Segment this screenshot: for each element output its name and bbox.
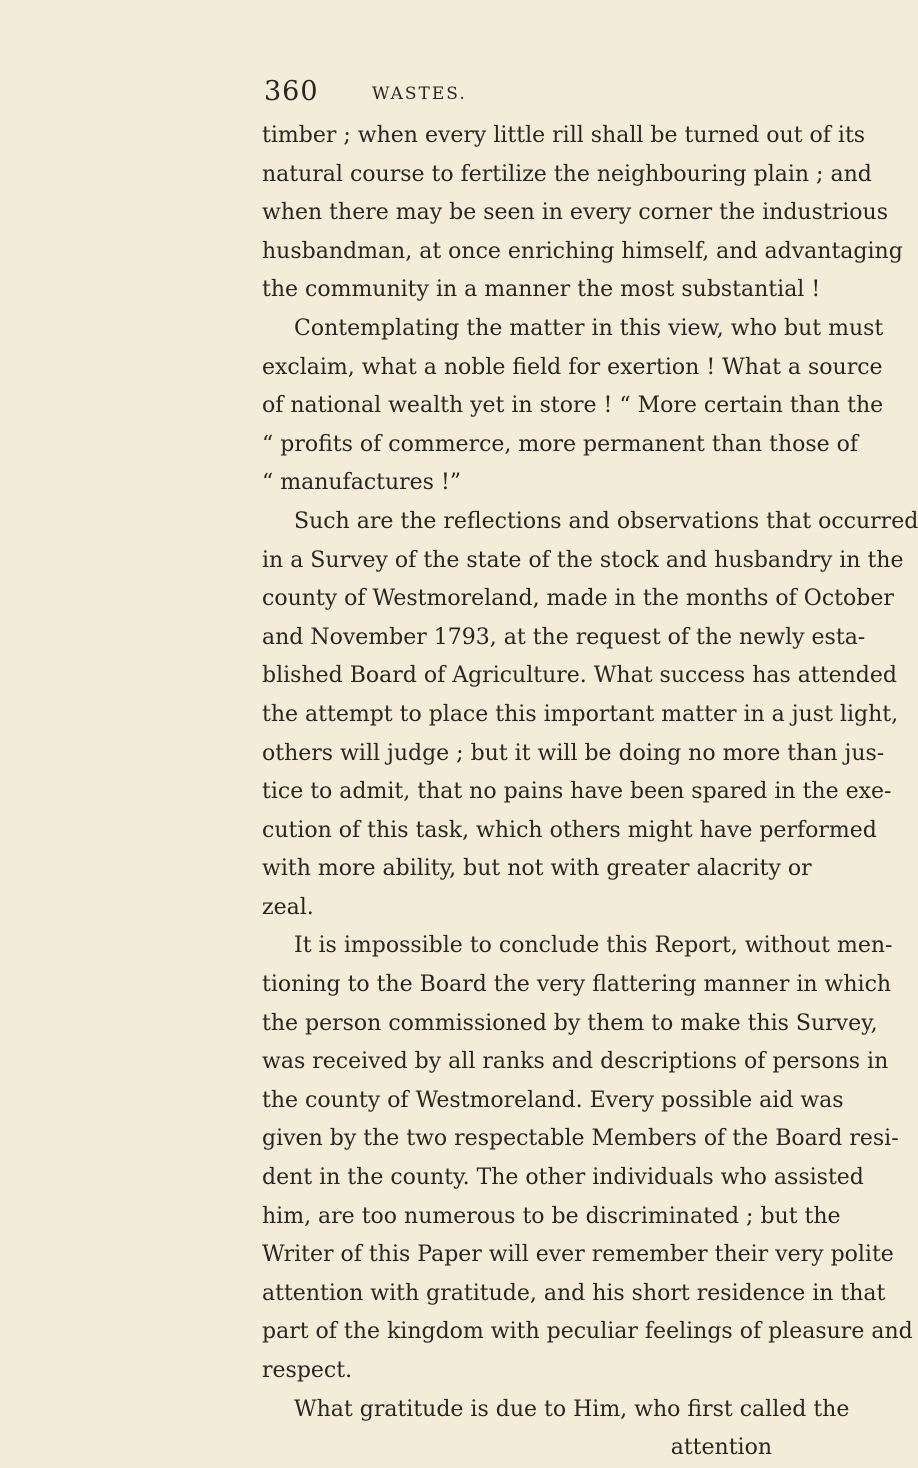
text-line: tice to admit, that no pains have been spared in the exe- bbox=[262, 779, 892, 805]
text-line: Writer of this Paper will ever remember their very polite bbox=[262, 1242, 894, 1268]
running-title: WASTES. bbox=[372, 84, 467, 104]
text-line: was received by all ranks and descriptions of persons in bbox=[262, 1049, 889, 1075]
catchword: attention bbox=[670, 1435, 772, 1461]
text-line: others will judge ; but it will be doing no more than jus- bbox=[262, 740, 885, 766]
text-line: the person commissioned by them to make this Survey, bbox=[262, 1010, 878, 1036]
text-line: tioning to the Board the very flattering manner in which bbox=[262, 972, 892, 998]
text-line: dent in the county. The other individuals who assisted bbox=[262, 1165, 864, 1191]
text-line: with more ability, but not with greater alacrity or bbox=[262, 856, 812, 882]
page-number: 360 bbox=[264, 76, 319, 107]
text-line: respect. bbox=[262, 1358, 353, 1383]
text-line: given by the two respectable Members of the Board resi- bbox=[262, 1126, 899, 1152]
text-line: “ profits of commerce, more permanent than those of bbox=[262, 431, 859, 457]
text-line: blished Board of Agriculture. What success has attended bbox=[262, 663, 897, 689]
text-line: the attempt to place this important matter in a just light, bbox=[262, 701, 899, 727]
text-line: What gratitude is due to Him, who first called the bbox=[294, 1396, 850, 1422]
page-header bbox=[0, 72, 800, 112]
text-line: husbandman, at once enriching himself, and advantaging bbox=[262, 238, 903, 264]
text-line: the county of Westmoreland. Every possible aid was bbox=[262, 1087, 844, 1113]
text-line: in a Survey of the state of the stock and husbandry in the bbox=[262, 547, 904, 573]
text-line: and November 1793, at the request of the newly esta- bbox=[262, 624, 866, 650]
text-line: him, are too numerous to be discriminated ; but the bbox=[262, 1203, 841, 1229]
text-line: attention with gratitude, and his short residence in that bbox=[262, 1280, 886, 1306]
text-line: county of Westmoreland, made in the months of October bbox=[262, 586, 894, 612]
body-text bbox=[262, 117, 918, 1468]
text-line: of national wealth yet in store ! “ More certain than the bbox=[262, 393, 884, 419]
text-line: Such are the reflections and observations that occurred bbox=[294, 508, 918, 534]
text-line: It is impossible to conclude this Report, without men- bbox=[294, 933, 893, 959]
text-line: Contemplating the matter in this view, who but must bbox=[294, 315, 884, 341]
text-line: exclaim, what a noble field for exertion ! What a source bbox=[262, 354, 883, 380]
text-line: “ manufactures !” bbox=[262, 470, 462, 496]
text-line: cution of this task, which others might have performed bbox=[262, 817, 877, 843]
text-line: natural course to fertilize the neighbouring plain ; and bbox=[262, 161, 872, 187]
text-line: part of the kingdom with peculiar feelings of pleasure and bbox=[262, 1319, 913, 1345]
text-line: when there may be seen in every corner the industrious bbox=[262, 200, 888, 226]
text-line: zeal. bbox=[262, 894, 314, 920]
text-line: timber ; when every little rill shall be turned out of its bbox=[262, 123, 866, 148]
text-line: the community in a manner the most substantial ! bbox=[262, 277, 821, 303]
